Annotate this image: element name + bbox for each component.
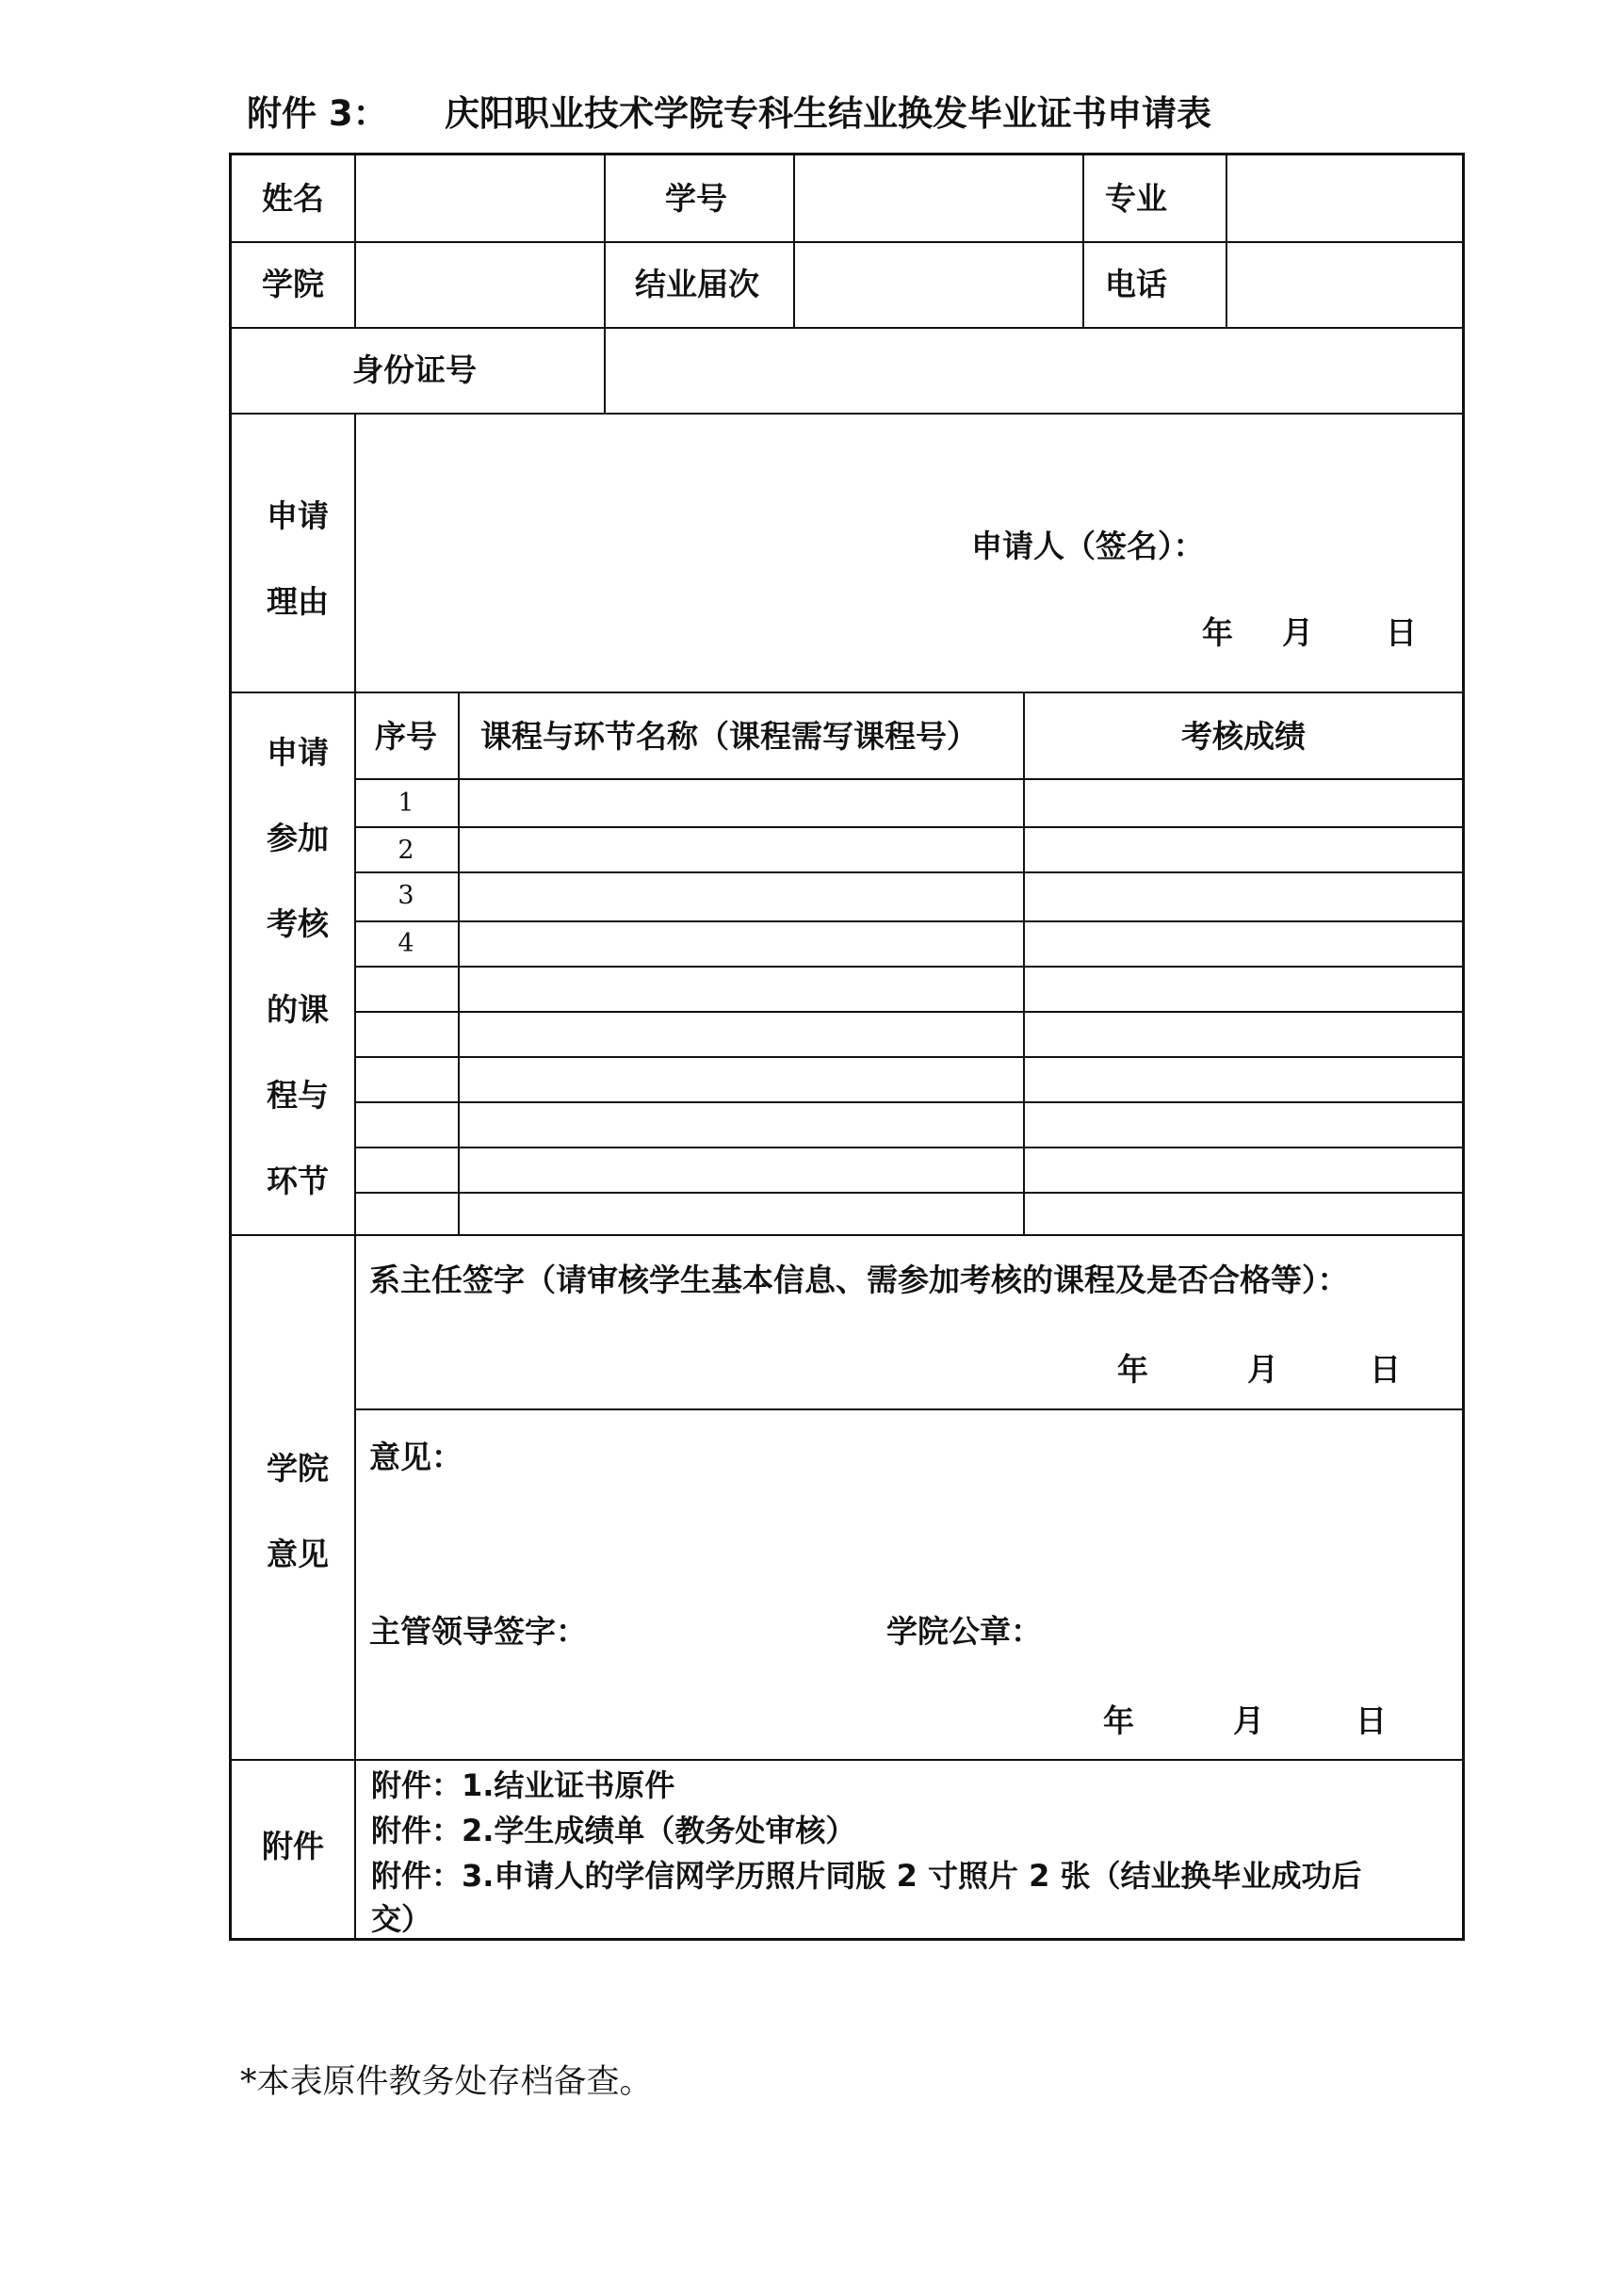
course-row-divider bbox=[354, 1147, 1462, 1148]
college-field[interactable] bbox=[356, 243, 604, 327]
courses-label-line: 申请 bbox=[267, 734, 329, 771]
phone-field[interactable] bbox=[1227, 243, 1462, 327]
college-opinion-label-line: 学院 bbox=[267, 1450, 329, 1487]
attachment-item: 附件：1.结业证书原件 bbox=[371, 1767, 675, 1803]
reason-month: 月 bbox=[1282, 614, 1313, 651]
course-row-divider bbox=[354, 920, 1462, 922]
document-header bbox=[247, 85, 1211, 136]
attachment-item: 附件：2.学生成绩单（教务处审核） bbox=[371, 1813, 856, 1848]
reason-label-line: 申请 bbox=[267, 497, 329, 534]
courses-label-line: 环节 bbox=[267, 1163, 329, 1199]
course-row-divider bbox=[354, 778, 1462, 780]
course-col-divider bbox=[1023, 692, 1025, 1234]
course-row-divider bbox=[354, 1056, 1462, 1058]
reason-day: 日 bbox=[1386, 614, 1417, 651]
label-student-id: 学号 bbox=[665, 180, 727, 217]
course-row-number: 2 bbox=[398, 836, 414, 865]
dept-head-month: 月 bbox=[1247, 1351, 1278, 1388]
name-field[interactable] bbox=[356, 155, 604, 241]
attachment-item-continued: 交） bbox=[371, 1901, 432, 1937]
label-college: 学院 bbox=[262, 266, 324, 302]
label-completion-session: 结业届次 bbox=[635, 266, 759, 302]
leader-month: 月 bbox=[1233, 1702, 1264, 1739]
reason-year: 年 bbox=[1202, 614, 1233, 651]
dept-head-day: 日 bbox=[1370, 1351, 1401, 1388]
course-row-divider bbox=[354, 871, 1462, 873]
college-seal-label: 学院公章： bbox=[886, 1613, 1042, 1650]
course-row-number: 4 bbox=[398, 929, 414, 958]
attachment-item: 附件：3.申请人的学信网学历照片同版 2 寸照片 2 张（结业换毕业成功后 bbox=[371, 1858, 1362, 1894]
course-row-divider bbox=[354, 1192, 1462, 1194]
col-header-seq: 序号 bbox=[375, 718, 437, 755]
reason-label-line: 理由 bbox=[267, 583, 329, 620]
courses-label-line: 参加 bbox=[267, 820, 329, 856]
dept-head-signature-label: 系主任签字（请审核学生基本信息、需参加考核的课程及是否合格等）： bbox=[369, 1261, 1349, 1298]
course-row-divider bbox=[354, 966, 1462, 968]
courses-label-line: 的课 bbox=[267, 991, 329, 1028]
opinion-field[interactable] bbox=[356, 1410, 1462, 1759]
major-field[interactable] bbox=[1227, 155, 1462, 241]
footer-note: *本表原件教务处存档备查。 bbox=[240, 2063, 653, 2101]
leader-year: 年 bbox=[1103, 1702, 1134, 1739]
row-divider bbox=[232, 1234, 1462, 1236]
col-header-score: 考核成绩 bbox=[1181, 718, 1306, 755]
course-row-divider bbox=[354, 1011, 1462, 1013]
courses-label-line: 考核 bbox=[267, 905, 329, 942]
college-opinion-label bbox=[260, 1425, 335, 1597]
completion-session-field[interactable] bbox=[795, 243, 1082, 327]
opinion-label: 意见： bbox=[369, 1439, 463, 1475]
label-phone: 电话 bbox=[1105, 266, 1167, 302]
courses-label bbox=[260, 709, 335, 1224]
leader-day: 日 bbox=[1356, 1702, 1387, 1739]
label-id-number: 身份证号 bbox=[352, 351, 477, 388]
reason-field[interactable] bbox=[356, 415, 1462, 603]
id-number-field[interactable] bbox=[606, 329, 1462, 413]
attachments-label: 附件 bbox=[262, 1828, 324, 1864]
college-opinion-label-line: 意见 bbox=[267, 1536, 329, 1572]
applicant-signature-label: 申请人（签名）： bbox=[971, 528, 1205, 564]
row-divider bbox=[232, 692, 1462, 693]
courses-label-line: 程与 bbox=[267, 1077, 329, 1114]
course-row-divider bbox=[354, 826, 1462, 828]
application-form bbox=[229, 153, 1465, 1941]
dept-head-year: 年 bbox=[1117, 1351, 1148, 1388]
course-row-divider bbox=[354, 1101, 1462, 1103]
leader-signature-label: 主管领导签字： bbox=[369, 1613, 587, 1650]
label-major: 专业 bbox=[1105, 180, 1167, 217]
row-divider bbox=[232, 1759, 1462, 1761]
student-id-field[interactable] bbox=[795, 155, 1082, 241]
form-title: 庆阳职业技术学院专科生结业换发毕业证书申请表 bbox=[445, 93, 1211, 134]
col-header-course-name: 课程与环节名称（课程需写课程号） bbox=[480, 718, 978, 755]
col-divider bbox=[1082, 155, 1084, 327]
reason-label bbox=[260, 473, 335, 644]
course-row-number: 1 bbox=[398, 789, 414, 818]
attachment-label: 附件 3： bbox=[247, 93, 388, 134]
course-col-divider bbox=[458, 692, 460, 1234]
course-row-number: 3 bbox=[398, 881, 414, 910]
label-name: 姓名 bbox=[262, 180, 324, 217]
